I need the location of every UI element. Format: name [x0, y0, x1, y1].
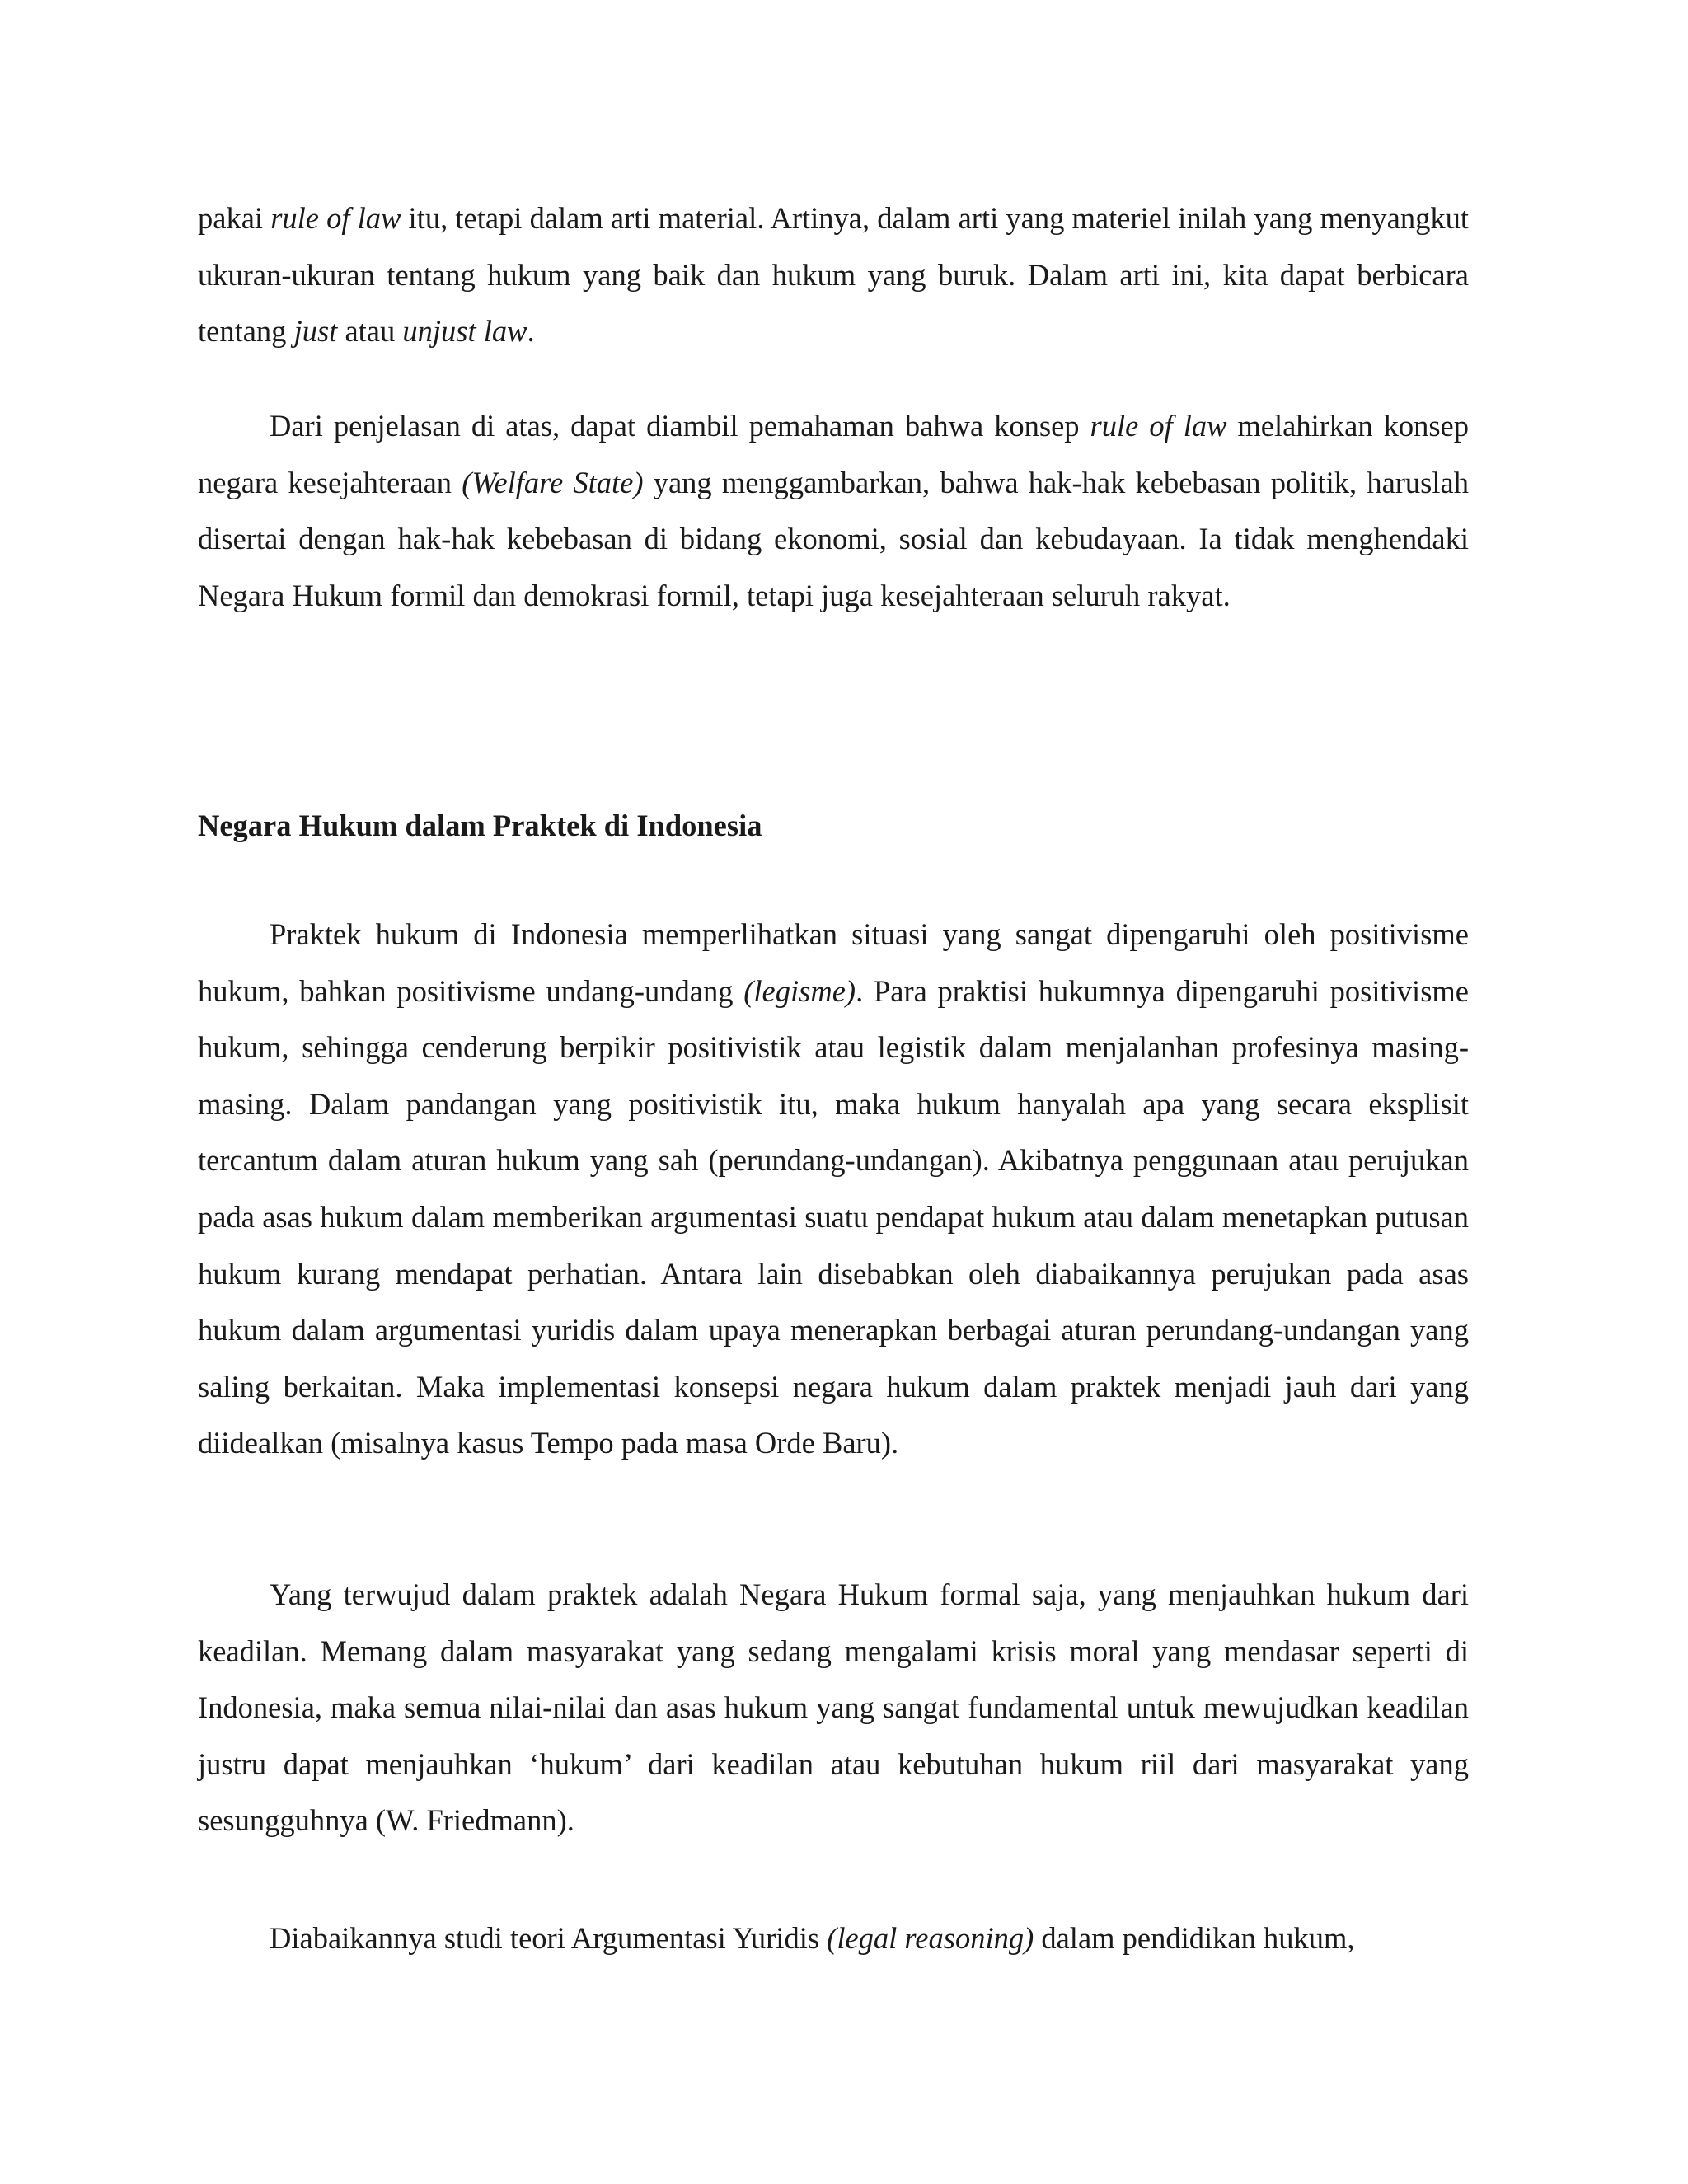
paragraph-rule-of-law-material — [198, 190, 1469, 360]
italic-term-just: just — [293, 314, 338, 349]
text-run: melahirkan konsep negara kesejahteraan — [198, 409, 1469, 499]
text-run: . — [527, 314, 535, 349]
text-run: pakai — [198, 201, 271, 235]
italic-term-welfare-state: (Welfare State) — [462, 465, 644, 499]
text-run: Yang terwujud dalam praktek adalah Negara Hukum formal saja, yang menjauhkan hukum dari keadilan. Memang dalam masyarakat yang sedang mengalami krisis moral yang mendasar seperti di Indonesia, maka semua nilai-nilai dan asas hukum yang sangat fundamental untuk mewujudkan keadilan justru dapat menjauhkan ‘hukum’ dari keadilan atau kebutuhan hukum riil dari masyarakat yang sesungguhnya (W. Friedmann). — [198, 1577, 1469, 1838]
text-run: itu, tetapi dalam arti material. Artinya, dalam arti yang materiel inilah yang menyangkut ukuran-ukuran tentang hukum yang baik dan hukum yang buruk. Dalam arti ini, kita dapat berbicara tentang — [198, 201, 1469, 349]
paragraph-legal-practice — [198, 907, 1469, 1472]
paragraph-text — [198, 190, 1469, 360]
text-run: atau — [337, 314, 403, 349]
text-run: Dari penjelasan di atas, dapat diambil pemahaman bahwa konsep — [270, 409, 1090, 443]
paragraph-text — [198, 1910, 1469, 1967]
text-run: . Para praktisi hukumnya dipengaruhi positivisme hukum, sehingga cenderung berpikir positivistik atau legistik dalam menjalanhan profesinya masing-masing. Dalam pandangan yang positivistik itu, maka hukum hanyalah apa yang secara eksplisit tercantum dalam aturan hukum yang sah (perundang-undangan). Akibatnya penggunaan atau perujukan pada asas hukum dalam memberikan argumentasi suatu pendapat hukum atau dalam menetapkan putusan hukum kurang mendapat perhatian. Antara lain disebabkan oleh diabaikannya perujukan pada asas hukum dalam argumentasi yuridis dalam upaya menerapkan berbagai aturan perundang-undangan yang saling berkaitan. Maka implementasi konsepsi negara hukum dalam praktek menjadi jauh dari yang diidealkan (misalnya kasus Tempo pada masa Orde Baru). — [198, 973, 1469, 1460]
section-heading-text: Negara Hukum dalam Praktek di Indonesia — [198, 808, 762, 842]
italic-term-rule-of-law: rule of law — [270, 201, 401, 235]
paragraph-text — [198, 1567, 1469, 1849]
text-run: Praktek hukum di Indonesia memperlihatkan situasi yang sangat dipengaruhi oleh positivisme hukum, bahkan positivisme undang-undang — [198, 917, 1469, 1008]
text-run: dalam pendidikan hukum, — [1034, 1921, 1355, 1955]
text-run: Diabaikannya studi teori Argumentasi Yuridis — [270, 1921, 828, 1955]
italic-term-legal-reasoning: (legal reasoning) — [827, 1921, 1034, 1955]
paragraph-welfare-state — [198, 398, 1469, 624]
section-heading — [198, 798, 1469, 855]
italic-term-legisme: (legisme) — [743, 973, 856, 1008]
italic-term-unjust-law: unjust law — [402, 314, 528, 349]
paragraph-text — [198, 907, 1469, 1472]
paragraph-text — [198, 398, 1469, 624]
paragraph-legal-reasoning — [198, 1910, 1469, 1967]
paragraph-formal-rule-of-law — [198, 1567, 1469, 1849]
italic-term-rule-of-law: rule of law — [1090, 409, 1227, 443]
text-run: yang menggambarkan, bahwa hak-hak kebebasan politik, haruslah disertai dengan hak-hak kebebasan di bidang ekonomi, sosial dan kebudayaan. Ia tidak menghendaki Negara Hukum formil dan demokrasi formil, tetapi juga kesejahteraan seluruh rakyat. — [198, 465, 1469, 612]
